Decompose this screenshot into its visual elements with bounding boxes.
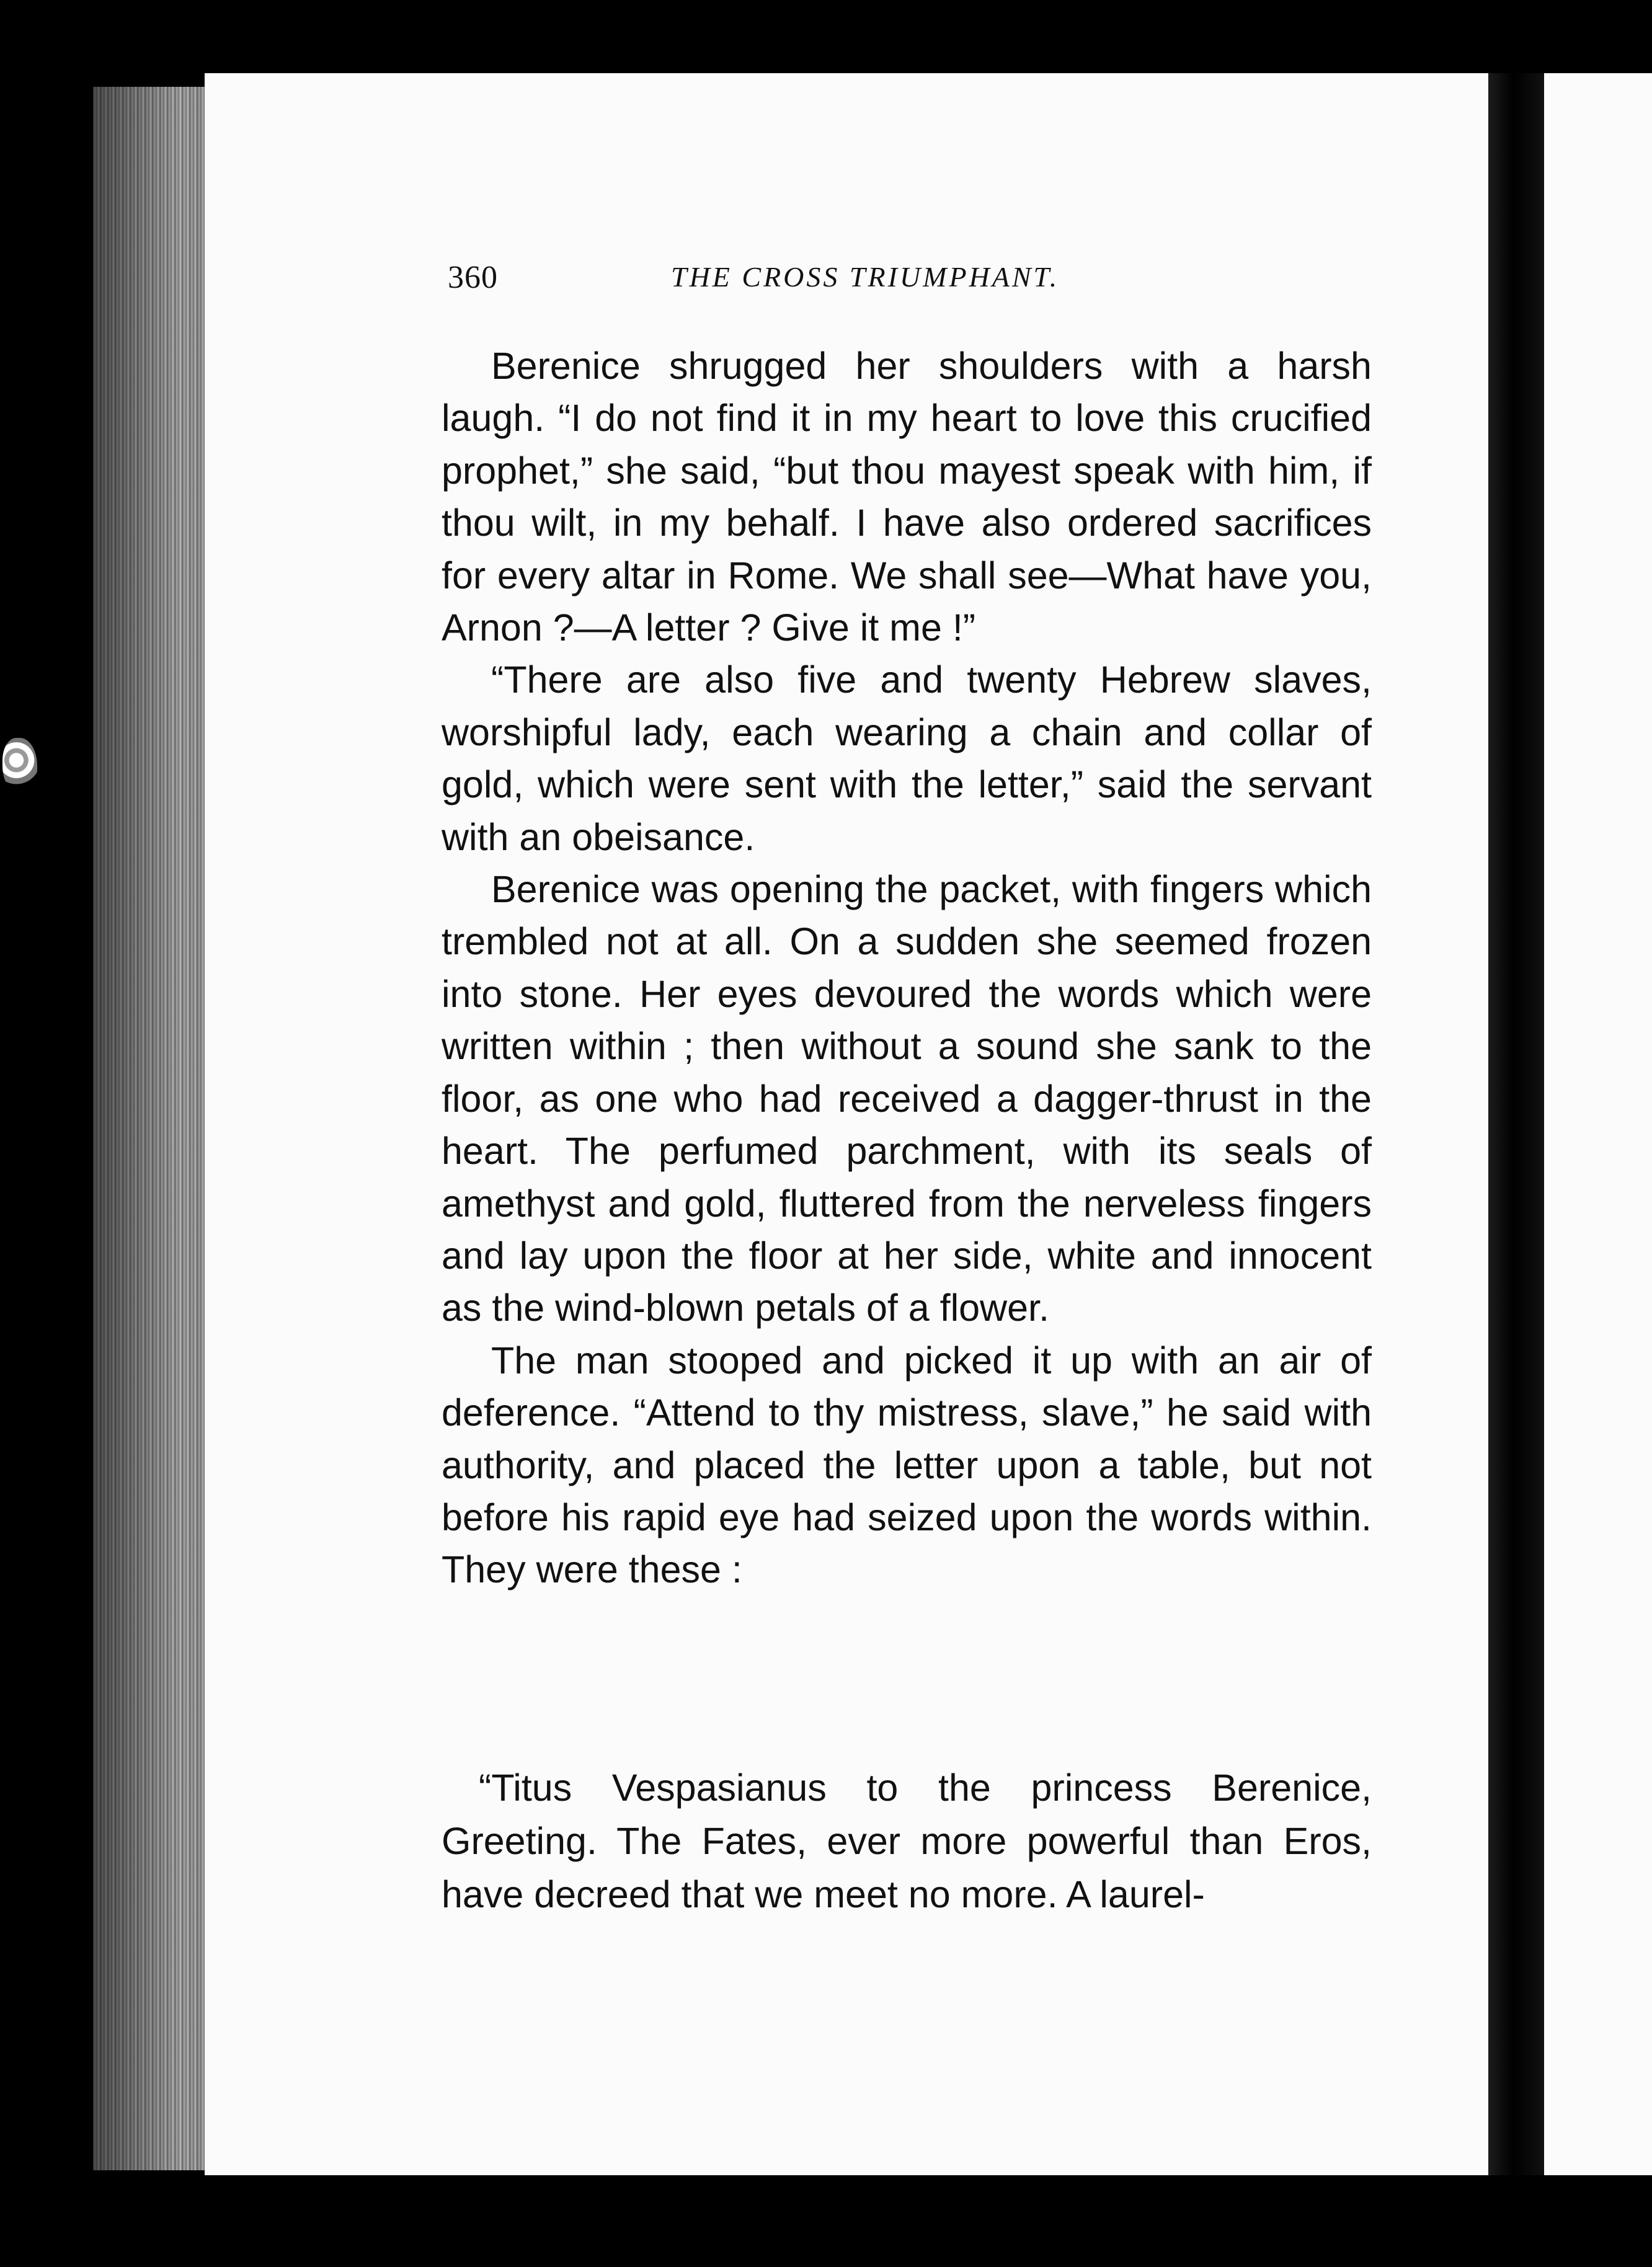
- quoted-letter: [442, 1761, 1372, 1921]
- paragraph: “There are also five and twenty Hebrew slaves, worshipful lady, each wearing a chain and collar of gold, which were sent with the letter,” said the servant with an obeisance.: [442, 659, 1372, 858]
- page-header: [448, 259, 1192, 309]
- page-number: 360: [448, 260, 498, 295]
- page-edge-shadow: [93, 87, 217, 2170]
- page-body: [442, 340, 1372, 1596]
- running-title: THE CROSS TRIUMPHANT.: [671, 261, 1060, 293]
- paragraph: The man stooped and picked it up with an air of deference. “Attend to thy mistress, slave,” he said with authority, and placed the letter upon a table, but not before his rapid eye had seized upon the words within. They were these :: [442, 1339, 1372, 1591]
- paragraph: Berenice shrugged her shoulders with a harsh laugh. “I do not find it in my heart to love this crucified prophet,” she said, “but thou mayest speak with him, if thou wilt, in my behalf. I have also ordered sacrifices for every altar in Rome. We shall see—What have you, Arnon ?—A letter ? Give it me !”: [442, 345, 1372, 649]
- paragraph: Berenice was opening the packet, with fingers which trembled not at all. On a sudden she seemed frozen into stone. Her eyes devoured the words which were written within ; then without a sound she sank to the floor, as one who had received a dagger-thrust in the heart. The perfumed parchment, with its seals of amethyst and gold, fluttered from the nerveless fingers and lay upon the floor at her side, white and innocent as the wind-blown petals of a flower.: [442, 868, 1372, 1329]
- book-gutter: [1488, 73, 1544, 2175]
- scan-mark-icon: [2, 738, 37, 794]
- facing-page-edge: [1544, 73, 1652, 2175]
- letter-paragraph: “Titus Vespasianus to the princess Berenice, Greeting. The Fates, ever more powerful than Eros, have decreed that we meet no more. A laurel-: [442, 1767, 1372, 1915]
